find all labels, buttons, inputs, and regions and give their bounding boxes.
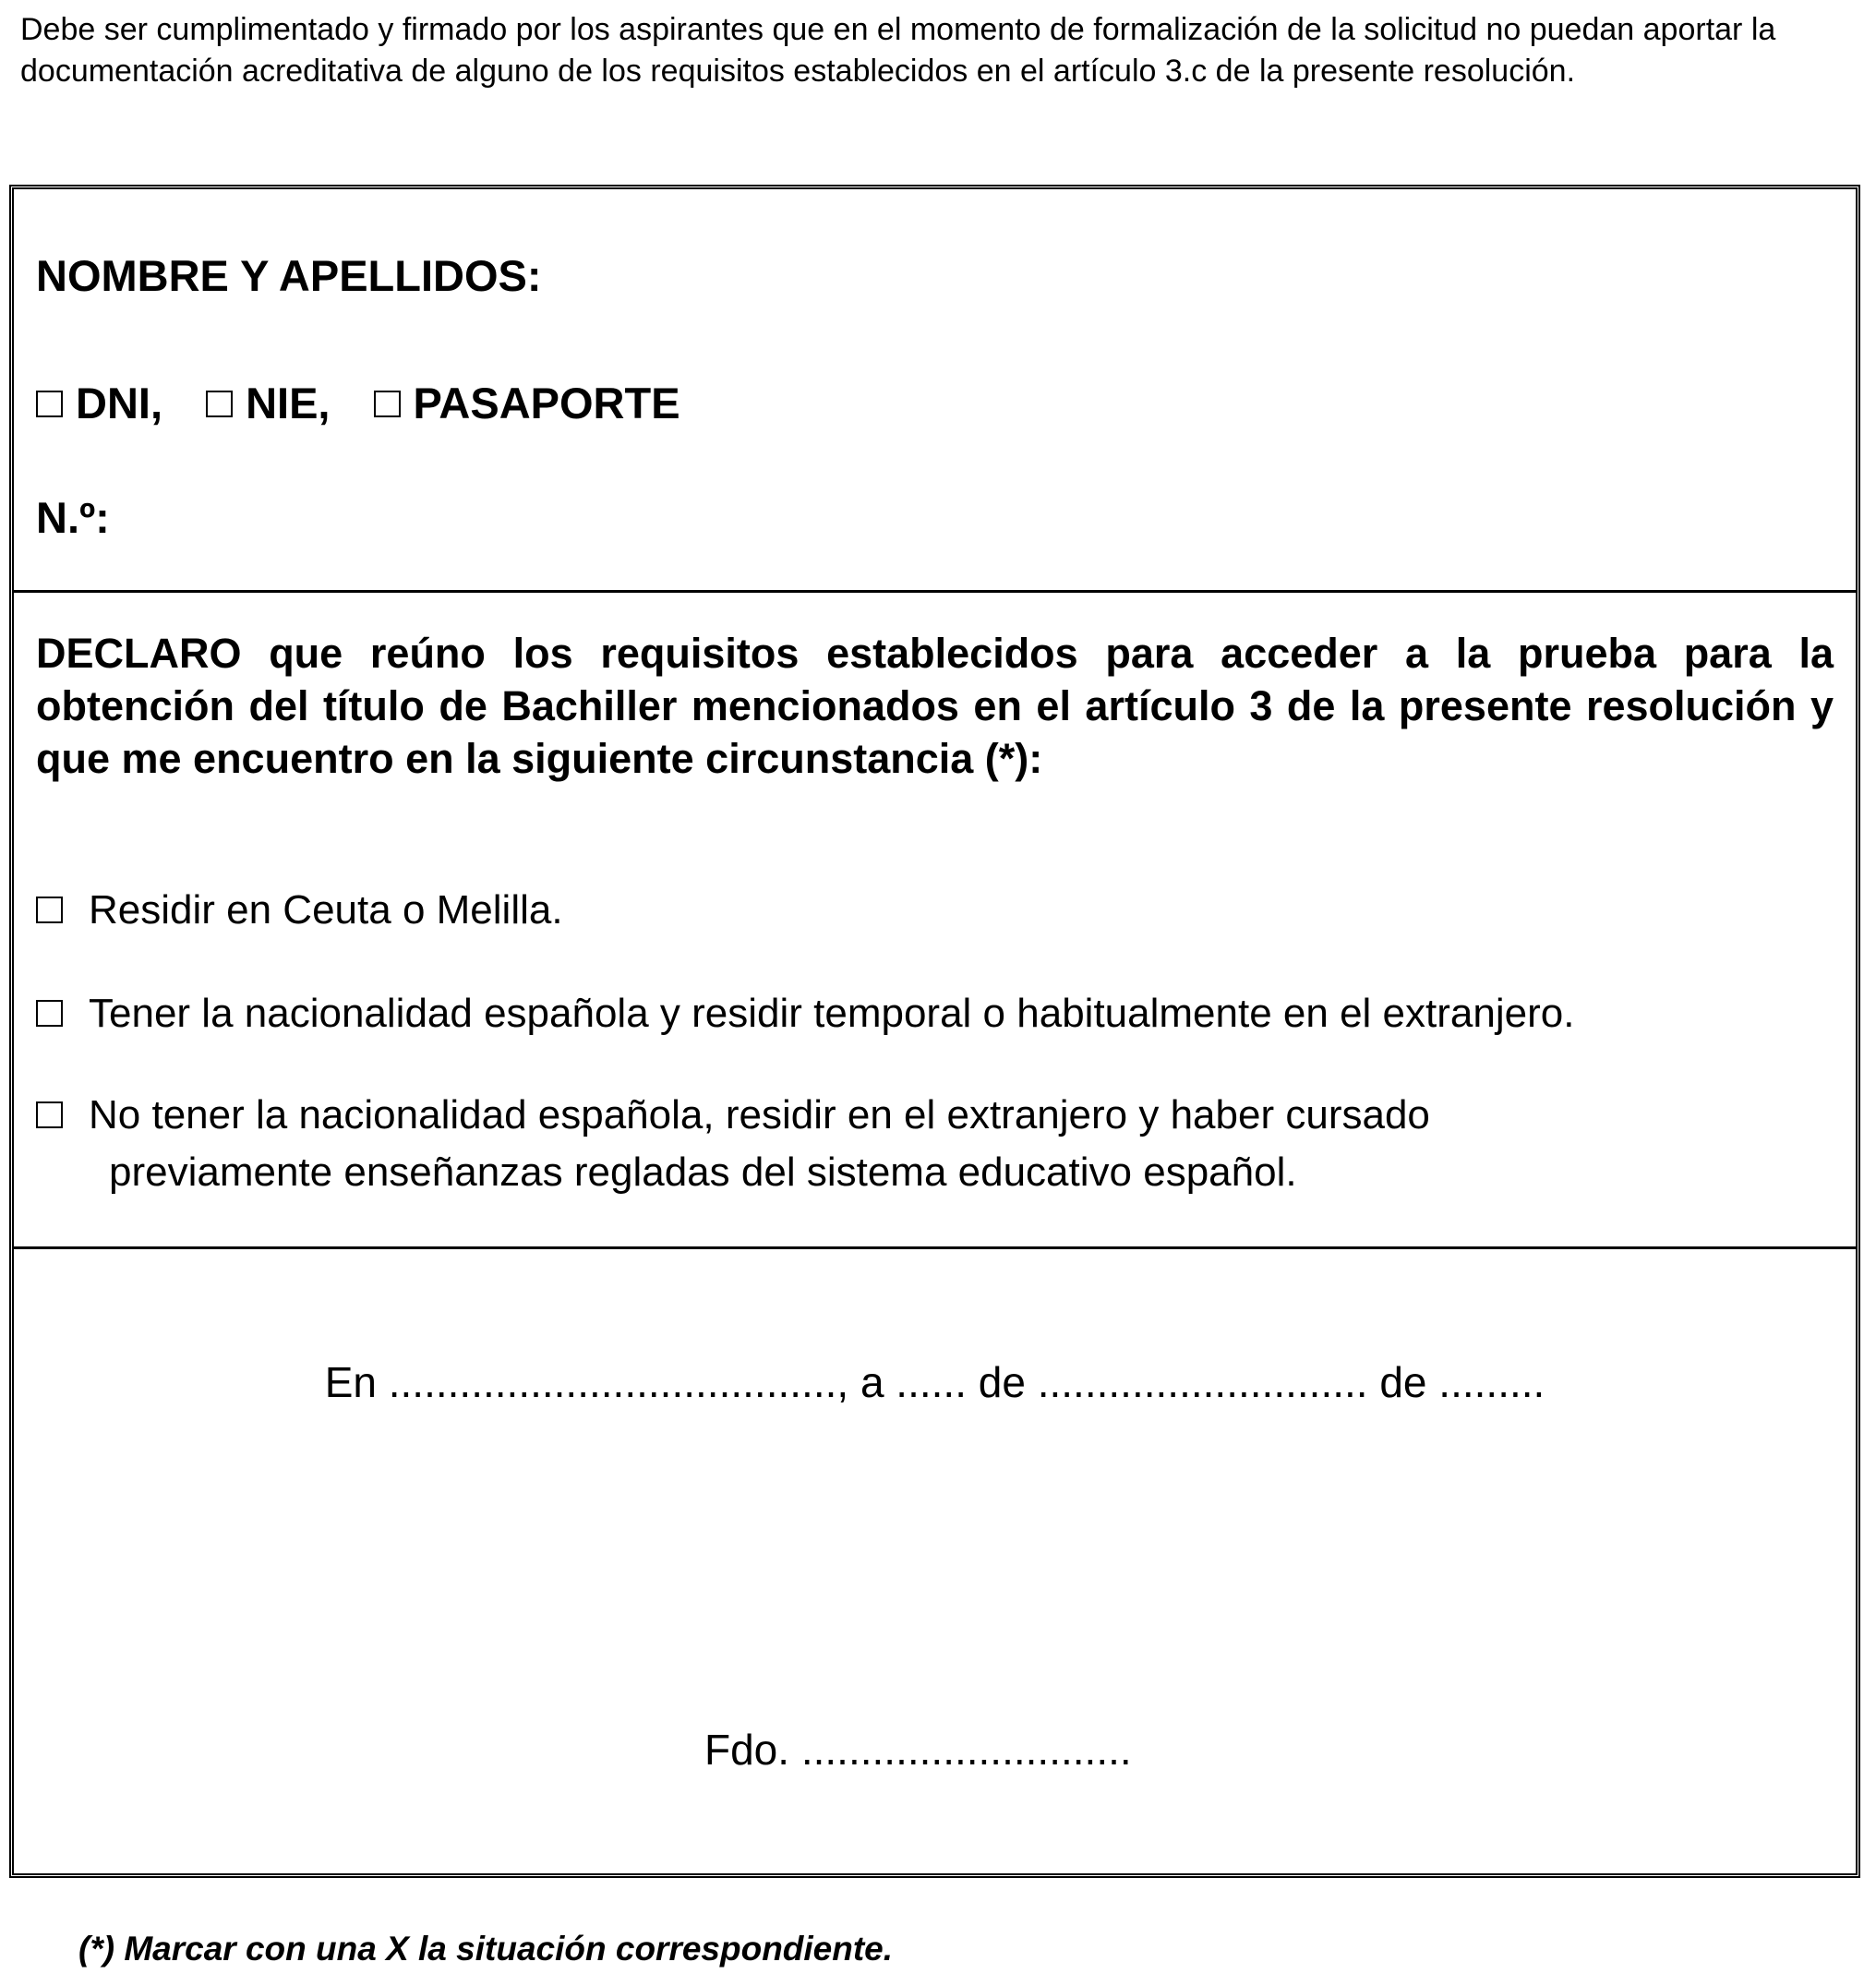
option-foreign-abroad[interactable] — [36, 1087, 1834, 1201]
option-ceuta-melilla[interactable] — [36, 882, 1834, 939]
option-label: Tener la nacionalidad española y residir temporal o habitualmente en el extranjero. — [89, 991, 1575, 1036]
pasaporte-label: PASAPORTE — [413, 379, 680, 427]
option-label: Residir en Ceuta o Melilla. — [89, 887, 563, 933]
signature-section — [14, 1246, 1856, 1873]
declaration-text: DECLARO que reúno los requisitos establecidos para acceder a la prueba para la obtención del título de Bachiller mencionados en el artículo 3 de la presente resolución y que me encuentro en la siguiente circunstancia (*): — [36, 630, 1834, 782]
document-type-row — [36, 378, 680, 429]
option-checkbox[interactable] — [36, 1101, 63, 1128]
pasaporte-checkbox[interactable] — [374, 391, 401, 417]
option-spanish-abroad[interactable] — [36, 985, 1834, 1042]
place-date-line[interactable]: En ......................................, a ...... de ............................ de ......... — [324, 1358, 1545, 1406]
intro-paragraph: Debe ser cumplimentado y firmado por los aspirantes que en el momento de formalización de la solicitud no puedan aportar la documentación acreditativa de alguno de los requisitos establecidos en el artículo 3.c de la presente resolución. — [20, 12, 1776, 89]
option-checkbox[interactable] — [36, 1000, 63, 1027]
option-checkbox[interactable] — [36, 897, 63, 923]
number-label: N.º: — [36, 493, 110, 542]
dni-label: DNI, — [76, 379, 162, 427]
declaration-section — [14, 590, 1856, 1249]
nie-checkbox[interactable] — [206, 391, 233, 417]
option-label: No tener la nacionalidad española, residir en el extranjero y haber cursado — [89, 1092, 1430, 1137]
identity-section — [14, 189, 1856, 593]
nie-label: NIE, — [246, 379, 331, 427]
footnote: (*) Marcar con una X la situación correspondiente. — [78, 1930, 894, 1968]
declaration-form — [9, 185, 1860, 1878]
option-label-continued: previamente enseñanzas regladas del sistema educativo español. — [109, 1149, 1297, 1195]
dni-checkbox[interactable] — [36, 391, 63, 417]
signature-line[interactable]: Fdo. ............................ — [704, 1726, 1132, 1774]
name-label: NOMBRE Y APELLIDOS: — [36, 251, 542, 300]
